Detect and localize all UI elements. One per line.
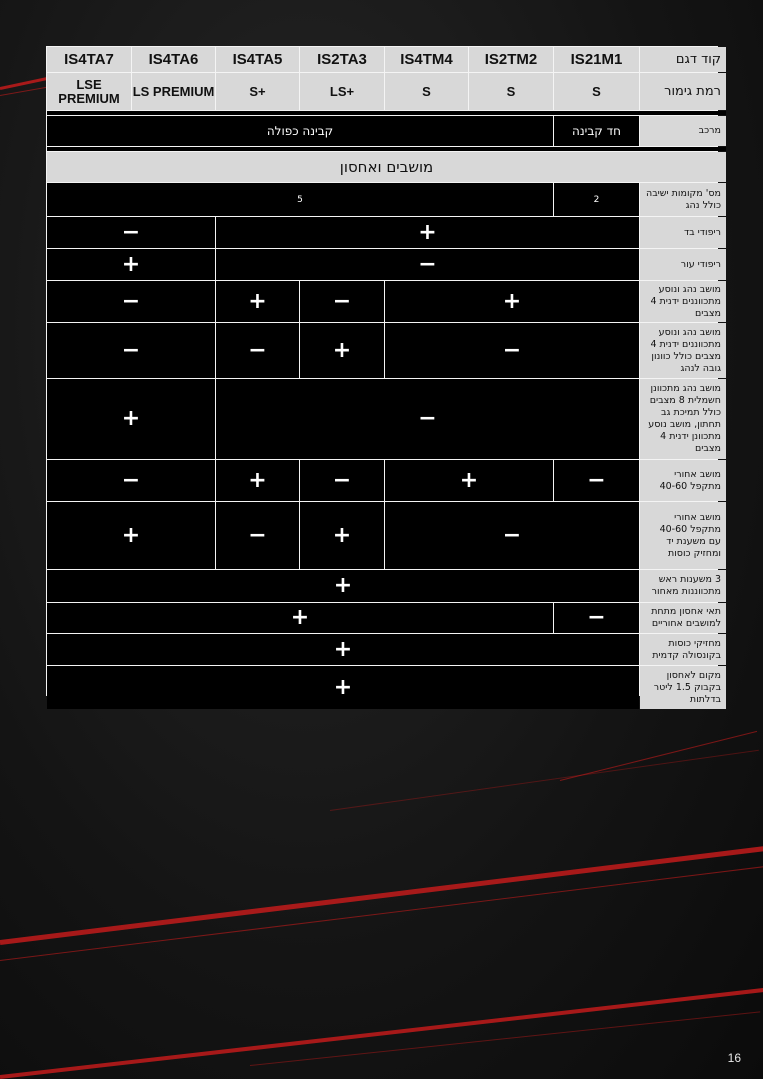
minus-icon: − — [248, 337, 267, 363]
row-spacer — [47, 147, 726, 151]
minus-icon: − — [587, 605, 606, 630]
plus-icon: + — [248, 467, 267, 493]
value-cell — [554, 603, 639, 633]
plus-icon: + — [248, 288, 267, 314]
value-cell — [47, 379, 215, 459]
model-code: IS4TA5 — [216, 47, 299, 72]
red-streak — [330, 750, 759, 811]
plus-icon: + — [459, 467, 479, 493]
trim-level: S — [385, 73, 468, 110]
value-cell — [216, 379, 639, 459]
minus-icon: − — [502, 522, 522, 548]
value-cell — [385, 502, 639, 569]
row-label: תאי אחסון מתחת למושבים אחוריים — [640, 603, 726, 633]
minus-icon: − — [121, 219, 141, 245]
trim-level: S — [554, 73, 639, 110]
value-cell — [216, 249, 639, 280]
minus-icon: − — [418, 251, 437, 277]
value-cell — [216, 281, 299, 322]
row-label: מקום לאחסון בקבוק 1.5 ליטר בדלתות — [640, 666, 726, 709]
row-label: ריפודי עור — [640, 249, 726, 280]
value-cell — [47, 570, 639, 602]
value-cell — [385, 323, 639, 378]
value-cell — [47, 323, 215, 378]
model-code: IS4TA6 — [132, 47, 215, 72]
row-label: קוד דגם — [640, 47, 726, 72]
plus-icon: + — [121, 406, 141, 431]
red-streak — [0, 986, 763, 1079]
red-streak — [0, 864, 763, 961]
value-cell — [300, 323, 384, 378]
plus-icon: + — [332, 337, 352, 363]
row-label: מושב נהג ונוסע מתכווננים ידנית 4 מצבים — [640, 281, 726, 322]
trim-level: S+ — [216, 73, 299, 110]
value-cell — [47, 460, 215, 501]
row-label: רמת גימור — [640, 73, 726, 110]
value-cell — [47, 634, 639, 665]
value-cell — [216, 460, 299, 501]
row-label: מושב אחורי מתקפל 40-60 עם משענת יד ומחזיק כוסות — [640, 502, 726, 569]
value-cell — [47, 603, 553, 633]
trim-level: S — [469, 73, 553, 110]
minus-icon: − — [587, 467, 606, 493]
trim-level: LS PREMIUM — [132, 73, 215, 110]
row-label: מחזיקי כוסות בקונסולה קדמית — [640, 634, 726, 665]
model-code: IS4TA7 — [47, 47, 131, 72]
plus-icon: + — [502, 288, 522, 314]
model-code: IS2TA3 — [300, 47, 384, 72]
double-cab-cell: קבינה כפולה — [47, 116, 553, 146]
minus-icon: − — [418, 406, 437, 431]
row-label: מושב נהג ונוסע מתכווננים ידנית 4 מצבים כולל כוונון גובה לנהג — [640, 323, 726, 378]
row-spacer — [47, 111, 726, 115]
row-label: 3 משענות ראש מתכווננות מאחור — [640, 570, 726, 602]
row-label: מושב אחורי מתקפל 40-60 — [640, 460, 726, 501]
plus-icon: + — [333, 636, 353, 662]
plus-icon: + — [290, 605, 310, 630]
value-cell: 5 — [47, 183, 553, 216]
value-cell: 2 — [554, 183, 639, 216]
spec-table — [46, 46, 721, 705]
trim-level: LS+ — [300, 73, 384, 110]
minus-icon: − — [248, 522, 267, 548]
minus-icon: − — [121, 467, 141, 493]
value-cell — [47, 502, 215, 569]
row-label: מרכב — [640, 116, 726, 146]
value-cell — [47, 217, 215, 248]
minus-icon: − — [121, 288, 141, 314]
row-label: ריפודי בד — [640, 217, 726, 248]
plus-icon: + — [333, 573, 353, 598]
value-cell — [47, 281, 215, 322]
row-label: מס' מקומות ישיבה כולל נהג — [640, 183, 726, 216]
value-cell — [300, 502, 384, 569]
section-title: מושבים ואחסון — [47, 152, 726, 182]
plus-icon: + — [121, 522, 141, 548]
value-cell — [216, 323, 299, 378]
single-cab-cell: חד קבינה — [554, 116, 639, 146]
plus-icon: + — [333, 674, 353, 700]
value-cell — [385, 460, 553, 501]
plus-icon: + — [121, 251, 141, 277]
model-code: IS2TM2 — [469, 47, 553, 72]
red-streak — [0, 844, 763, 945]
value-cell — [216, 217, 639, 248]
page-number: 16 — [727, 1051, 741, 1065]
model-code: IS21M1 — [554, 47, 639, 72]
value-cell — [554, 460, 639, 501]
model-code: IS4TM4 — [385, 47, 468, 72]
plus-icon: + — [418, 219, 437, 245]
value-cell — [300, 281, 384, 322]
minus-icon: − — [502, 337, 522, 363]
value-cell — [385, 281, 639, 322]
trim-level: LSE PREMIUM — [47, 73, 131, 110]
value-cell — [47, 249, 215, 280]
plus-icon: + — [332, 522, 352, 548]
row-label: מושב נהג מתכוונן חשמלית 8 מצבים כולל תמיכת גב תחתון, מושב נוסע מתכוונן ידנית 4 מצבים — [640, 379, 726, 459]
value-cell — [47, 666, 639, 709]
value-cell — [300, 460, 384, 501]
value-cell — [216, 502, 299, 569]
minus-icon: − — [332, 288, 352, 314]
minus-icon: − — [332, 467, 352, 493]
minus-icon: − — [121, 337, 141, 363]
